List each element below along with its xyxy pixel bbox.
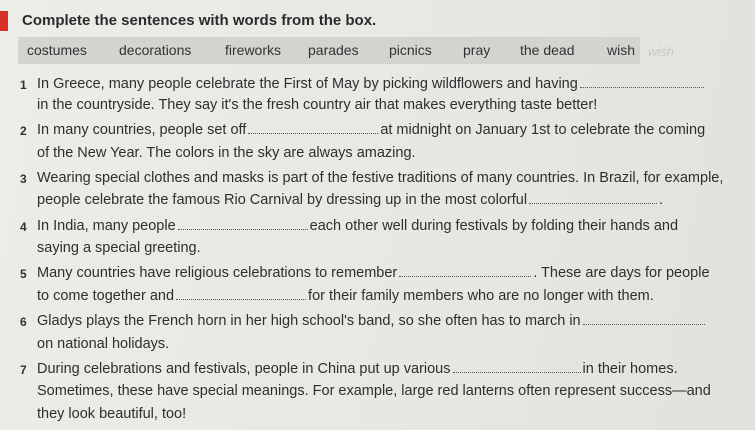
answer-blank[interactable] [583, 323, 705, 325]
sentence-line [37, 265, 710, 281]
sentence-text: at midnight on January 1st to celebrate the coming [380, 122, 706, 138]
sentence-line [37, 170, 723, 186]
item-number: 7 [20, 363, 27, 377]
faded-word: wish [648, 44, 675, 59]
sentence-line [37, 336, 169, 352]
sentence-text: Sometimes, these have special meanings. For example, large red lanterns often represent success—and [37, 383, 711, 399]
sentence-line [37, 361, 678, 377]
instruction-heading: Complete the sentences with words from the box. [22, 12, 377, 29]
word-box-item: wish [607, 42, 636, 58]
exercise-marker [0, 11, 8, 31]
sentence-line [37, 406, 186, 422]
sentence-line [37, 218, 678, 234]
sentence-text: . [659, 192, 664, 208]
sentence-text: During celebrations and festivals, people in China put up various [37, 361, 451, 377]
answer-blank[interactable] [529, 202, 657, 204]
sentence-text: they look beautiful, too! [37, 406, 187, 422]
word-box-item: fireworks [225, 42, 282, 58]
answer-blank[interactable] [178, 228, 308, 230]
answer-blank[interactable] [580, 86, 704, 88]
sentence-line [37, 192, 663, 208]
sentence-text: saying a special greeting. [37, 240, 201, 256]
item-number: 5 [20, 267, 27, 281]
sentence-text: In many countries, people set off [37, 122, 247, 138]
word-box-item: pray [463, 42, 491, 58]
item-number: 1 [20, 78, 27, 92]
sentence-line [37, 383, 711, 399]
sentence-line [37, 240, 201, 256]
sentence-text: each other well during festivals by folding their hands and [309, 218, 679, 234]
word-box-item: the dead [520, 42, 575, 58]
item-number: 6 [20, 315, 27, 329]
item-number: 3 [20, 172, 27, 186]
sentence-line [37, 97, 597, 113]
word-box-item: costumes [27, 42, 87, 58]
sentence-line [37, 313, 707, 329]
word-box [18, 37, 640, 64]
answer-blank[interactable] [248, 132, 378, 134]
sentence-text: . These are days for people [533, 265, 710, 281]
sentence-text: Gladys plays the French horn in her high school's band, so she often has to march in [37, 313, 581, 329]
item-number: 2 [20, 124, 27, 138]
word-box-item: picnics [389, 42, 432, 58]
word-box-item: decorations [119, 42, 192, 58]
answer-blank[interactable] [399, 275, 531, 277]
sentence-text: In Greece, many people celebrate the First of May by picking wildflowers and having [37, 76, 578, 92]
sentence-text: in the countryside. They say it's the fresh country air that makes everything taste better! [37, 97, 598, 113]
sentence-text: on national holidays. [37, 336, 170, 352]
sentence-text: Wearing special clothes and masks is part of the festive traditions of many countries. In Brazil, for example, [37, 170, 724, 186]
sentence-line [37, 122, 705, 138]
answer-blank[interactable] [453, 371, 581, 373]
sentence-text: Many countries have religious celebrations to remember [37, 265, 398, 281]
item-number: 4 [20, 220, 27, 234]
sentence-line [37, 288, 654, 304]
word-box-item: parades [308, 42, 359, 58]
sentence-text: in their homes. [582, 361, 678, 377]
answer-blank[interactable] [176, 298, 306, 300]
sentence-line [37, 145, 416, 161]
sentence-text: In India, many people [37, 218, 176, 234]
sentence-text: of the New Year. The colors in the sky are always amazing. [37, 145, 416, 161]
sentence-text: to come together and [37, 288, 175, 304]
sentence-text: people celebrate the famous Rio Carnival by dressing up in the most colorful [37, 192, 528, 208]
sentence-line [37, 76, 706, 92]
sentence-text: for their family members who are no longer with them. [308, 288, 654, 304]
